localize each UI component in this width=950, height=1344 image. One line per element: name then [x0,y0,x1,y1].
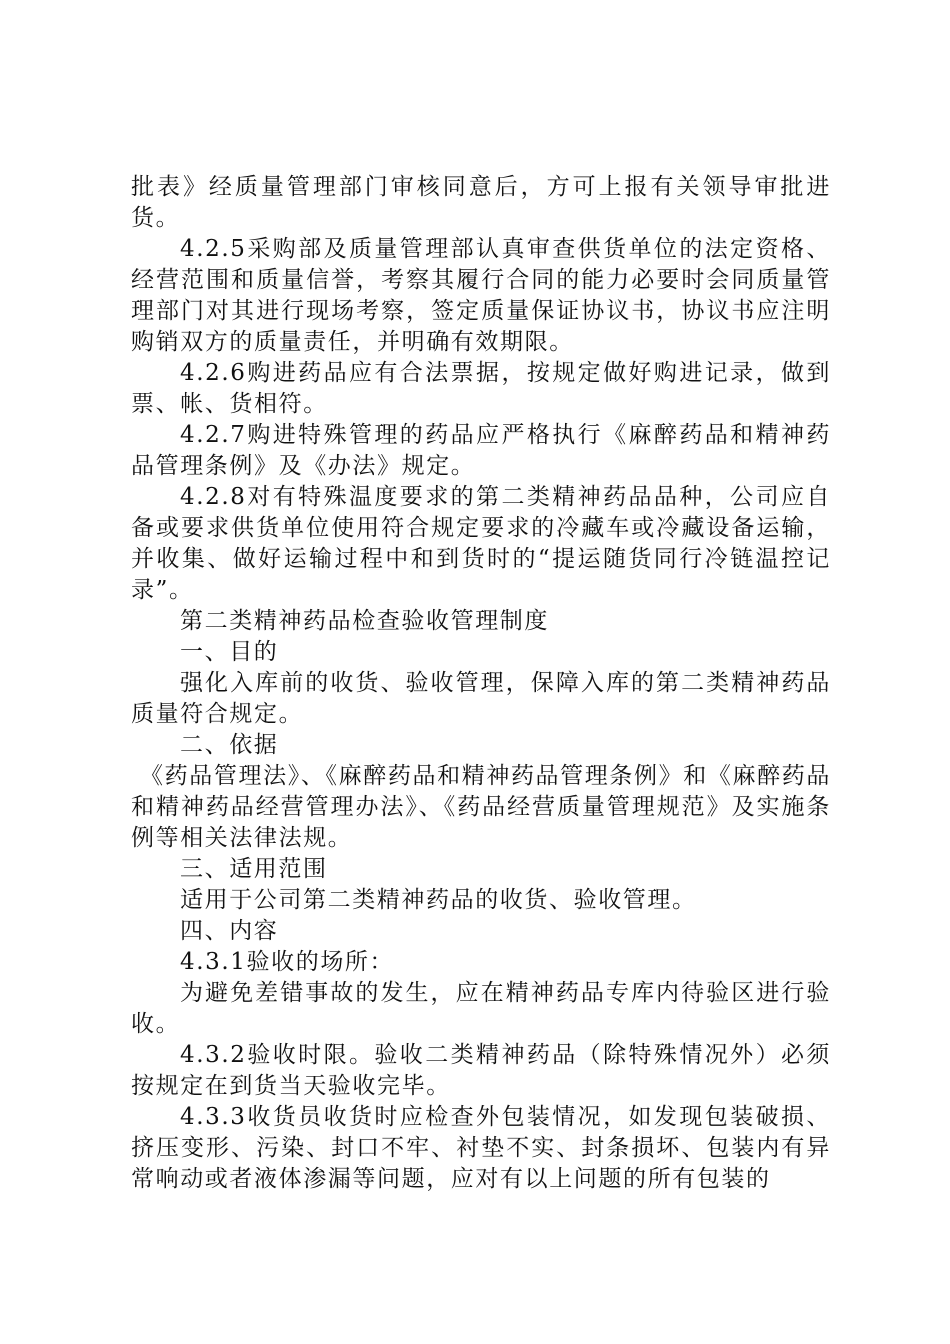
heading-purpose: 一、目的 [180,639,279,665]
paragraph-approval-continuation: 批表》经质量管理部门审核同意后，方可上报有关领导审批进货。 [131,174,831,231]
paragraph-4-2-5: 4.2.5采购部及质量管理部认真审查供货单位的法定资格、经营范围和质量信誉，考察其履行合同的能力必要时会同质量管理部门对其进行现场考察，签定质量保证协议书，协议书应注明购销双方的质量责任，并明确有效期限。 [131,236,831,355]
paragraph-4-3-2: 4.3.2验收时限。验收二类精神药品（除特殊情况外）必须按规定在到货当天验收完毕。 [131,1042,831,1099]
heading-basis: 二、依据 [180,732,279,758]
paragraph-basis: 《药品管理法》、《麻醉药品和精神药品管理条例》和《麻醉药品和精神药品经营管理办法》、《药品经营质量管理规范》及实施条例等相关法律法规。 [131,763,831,851]
paragraph-4-3-3: 4.3.3收货员收货时应检查外包装情况，如发现包装破损、挤压变形、污染、封口不牢、衬垫不实、封条损坏、包装内有异常响动或者液体渗漏等问题，应对有以上问题的所有包装的 [131,1104,831,1192]
paragraph-4-3-1: 4.3.1验收的场所： [180,949,395,975]
paragraph-4-2-8: 4.2.8对有特殊温度要求的第二类精神药品品种，公司应自备或要求供货单位使用符合规定要求的冷藏车或冷藏设备运输，并收集、做好运输过程中和到货时的“提运随货同行冷链温控记录”。 [131,484,831,603]
paragraph-purpose: 强化入库前的收货、验收管理，保障入库的第二类精神药品质量符合规定。 [131,670,831,727]
document-page [131,172,831,1195]
paragraph-scope: 适用于公司第二类精神药品的收货、验收管理。 [180,887,697,913]
section-title-inspection-system: 第二类精神药品检查验收管理制度 [180,608,549,634]
paragraph-inspection-location: 为避免差错事故的发生，应在精神药品专库内待验区进行验收。 [131,980,831,1037]
paragraph-4-2-6: 4.2.6购进药品应有合法票据，按规定做好购进记录，做到票、帐、货相符。 [131,360,831,417]
heading-scope: 三、适用范围 [180,856,328,882]
heading-content: 四、内容 [180,918,279,944]
paragraph-4-2-7: 4.2.7购进特殊管理的药品应严格执行《麻醉药品和精神药品管理条例》及《办法》规定。 [131,422,831,479]
